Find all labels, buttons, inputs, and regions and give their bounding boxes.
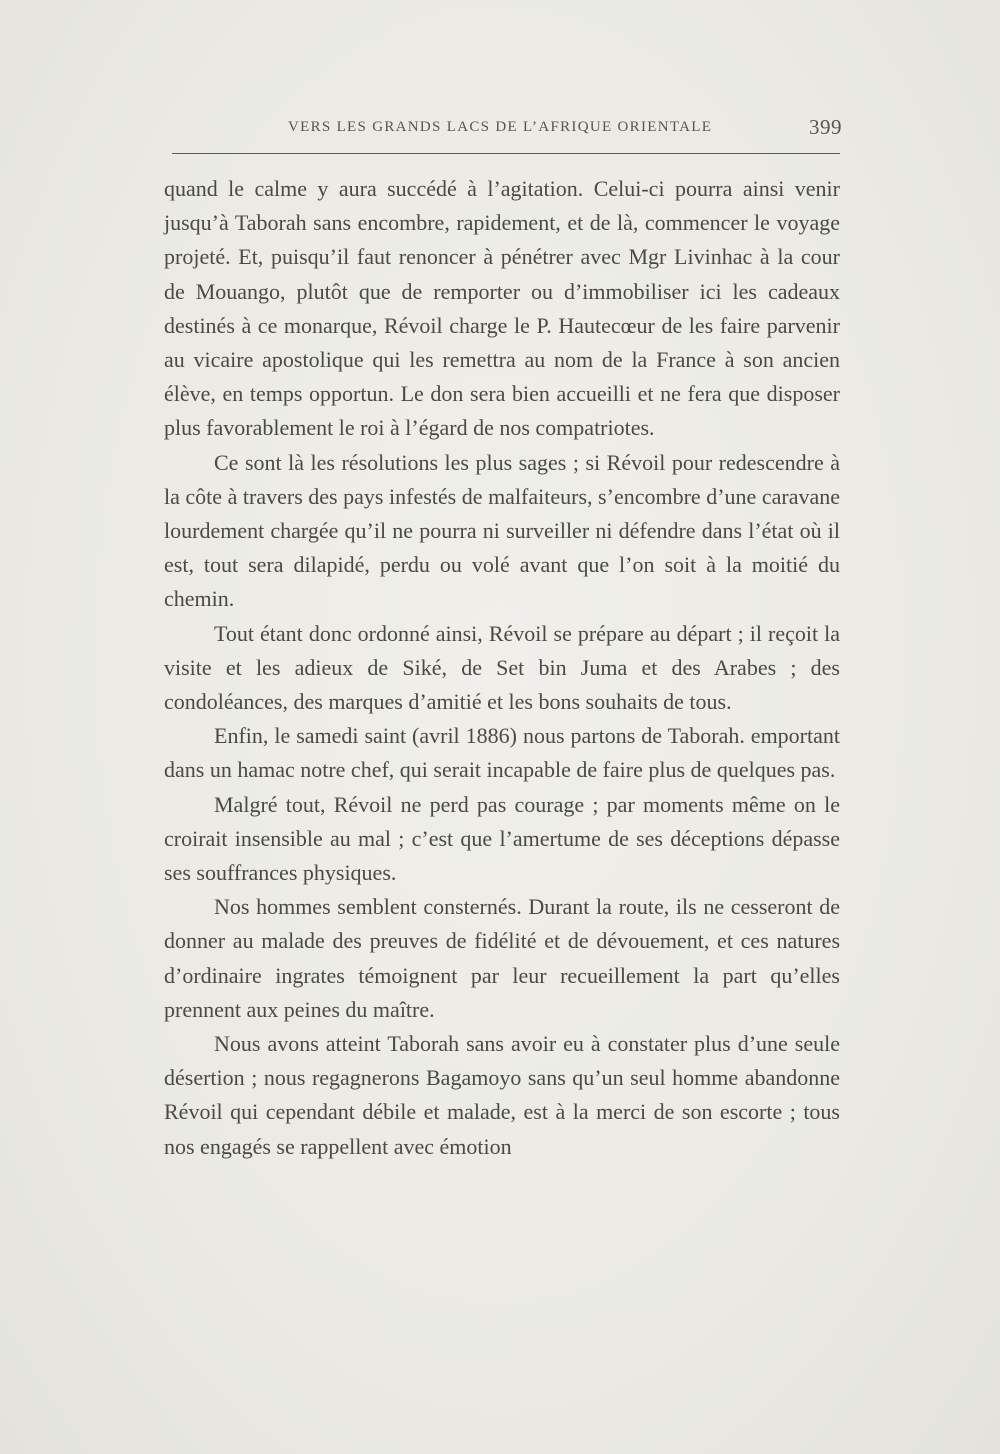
paragraph: Nous avons atteint Taborah sans avoir eu à constater plus d’une seule désertion ; nous regagnerons Bagamoyo sans qu’un seul homme abandonne Révoil qui cependant débile et malade, est à la merci de son escorte ; tous nos engagés se rappellent avec émotion [164,1031,840,1159]
paragraph: Malgré tout, Révoil ne perd pas courage ; par moments même on le croirait insensible au mal ; c’est que l’amertume de ses déceptions dépasse ses souffrances physiques. [164,791,840,886]
paragraph: Ce sont là les résolutions les plus sages ; si Révoil pour redescendre à la côte à travers des pays infestés de malfaiteurs, s’encombre d’une caravane lourdement chargée qu’il ne pourra ni surveiller ni défendre dans l’état où il est, tout sera dilapidé, perdu ou volé avant que l’on soit à la moitié du chemin. [164,449,840,612]
body-text [164,172,840,1164]
running-header [168,115,842,145]
page-number: 399 [809,115,842,139]
paragraph: Nos hommes semblent consternés. Durant la route, ils ne cesseront de donner au malade des preuves de fidélité et de dévouement, et ces natures d’ordinaire ingrates témoignent par leur recueillement la part qu’elles prennent aux peines du maître. [164,894,840,1022]
paragraph-continuation: quand le calme y aura succédé à l’agitation. Celui-ci pourra ainsi venir jusqu’à Taborah sans encombre, rapidement, et de là, commencer le voyage projeté. Et, puisqu’il faut renoncer à pénétrer avec Mgr Livinhac à la cour de Mouango, plutôt que de remporter ou d’immobiliser ici les cadeaux destinés à ce monarque, Révoil charge le P. Hautecœur de les faire parvenir au vicaire apostolique qui les remettra au nom de la France à son ancien élève, en temps opportun. Le don sera bien accueilli et ne fera que disposer plus favorablement le roi à l’égard de nos compatriotes. [164,176,840,441]
running-title: VERS LES GRANDS LACS DE L’AFRIQUE ORIENTALE [288,119,713,135]
paragraph: Tout étant donc ordonné ainsi, Révoil se prépare au départ ; il reçoit la visite et les adieux de Siké, de Set bin Juma et des Arabes ; des condoléances, des marques d’amitié et les bons souhaits de tous. [164,620,840,715]
header-rule [172,153,840,154]
paragraph: Enfin, le samedi saint (avril 1886) nous partons de Taborah. emportant dans un hamac notre chef, qui serait incapable de faire plus de quelques pas. [164,723,840,783]
